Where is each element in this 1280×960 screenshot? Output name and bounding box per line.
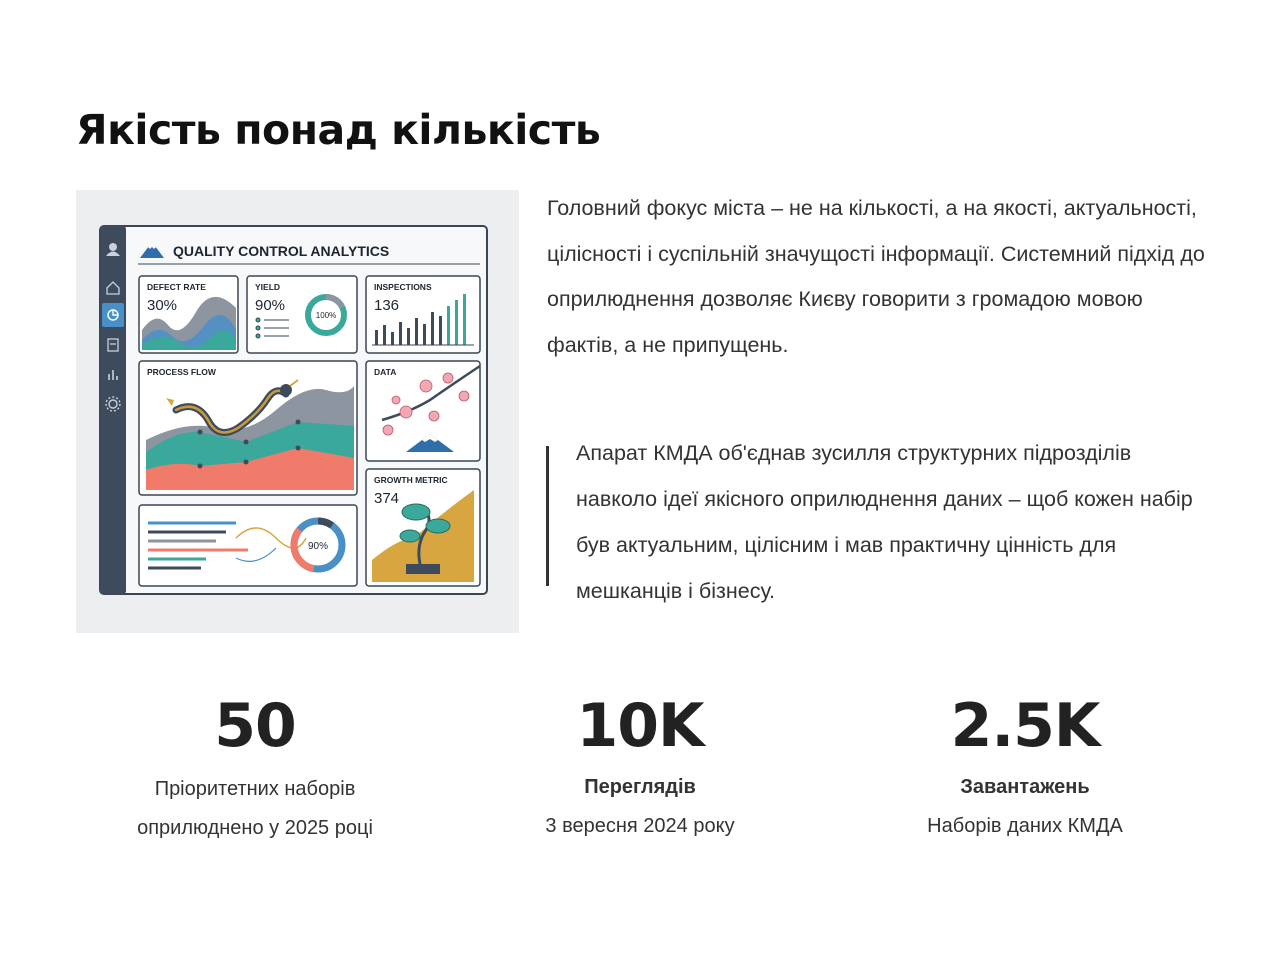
yield-donut-label: 100% xyxy=(315,311,337,320)
stat-value: 2.5K xyxy=(950,691,1100,761)
stat-value: 50 xyxy=(214,691,296,761)
stat-sublabel: Наборів даних КМДА xyxy=(927,815,1123,837)
page-title: Якість понад кількість xyxy=(76,106,601,154)
bottom-donut-label: 90% xyxy=(307,541,329,552)
inspections-value: 136 xyxy=(374,297,400,314)
process-flow-label: PROCESS FLOW xyxy=(147,367,216,377)
blockquote xyxy=(546,441,1209,603)
defect-rate-label: DEFECT RATE xyxy=(147,282,206,292)
stat-label: Завантажень xyxy=(960,776,1090,798)
illus-heading: QUALITY CONTROL ANALYTICS xyxy=(173,243,390,259)
stat-label: Пріоритетних наборів xyxy=(154,778,356,800)
defect-rate-value: 30% xyxy=(147,297,178,314)
intro-paragraph: Головний фокус міста – не на кількості, а на якості, актуальності, цілісності і суспільній значущості інформації. Системний підхід до оприлюднення дозволяє Києву говорити з громадою мовою фактів, а не припущень. xyxy=(547,196,1205,357)
yield-label: YIELD xyxy=(255,282,281,292)
stat-sublabel: оприлюднено у 2025 році xyxy=(137,817,373,839)
stat-views xyxy=(490,691,790,838)
growth-metric-label: GROWTH METRIC xyxy=(374,475,448,485)
stat-value: 10K xyxy=(576,691,704,761)
stat-priority-datasets xyxy=(105,691,405,840)
yield-value: 90% xyxy=(255,297,286,314)
quote-text: Апарат КМДА об'єднав зусилля структурних підрозділів навколо ідеї якісного оприлюднення даних – щоб кожен набір був актуальним, цілісним і мав практичну цінність для мешканців і бізнесу. xyxy=(576,441,1193,603)
data-label: DATA xyxy=(374,367,397,377)
quality-control-illustration xyxy=(76,190,519,633)
stat-label: Переглядів xyxy=(584,776,696,798)
stat-downloads xyxy=(875,691,1175,838)
inspections-label: INSPECTIONS xyxy=(374,282,432,292)
growth-metric-value: 374 xyxy=(374,490,400,507)
stat-sublabel: 3 вересня 2024 року xyxy=(545,815,735,837)
